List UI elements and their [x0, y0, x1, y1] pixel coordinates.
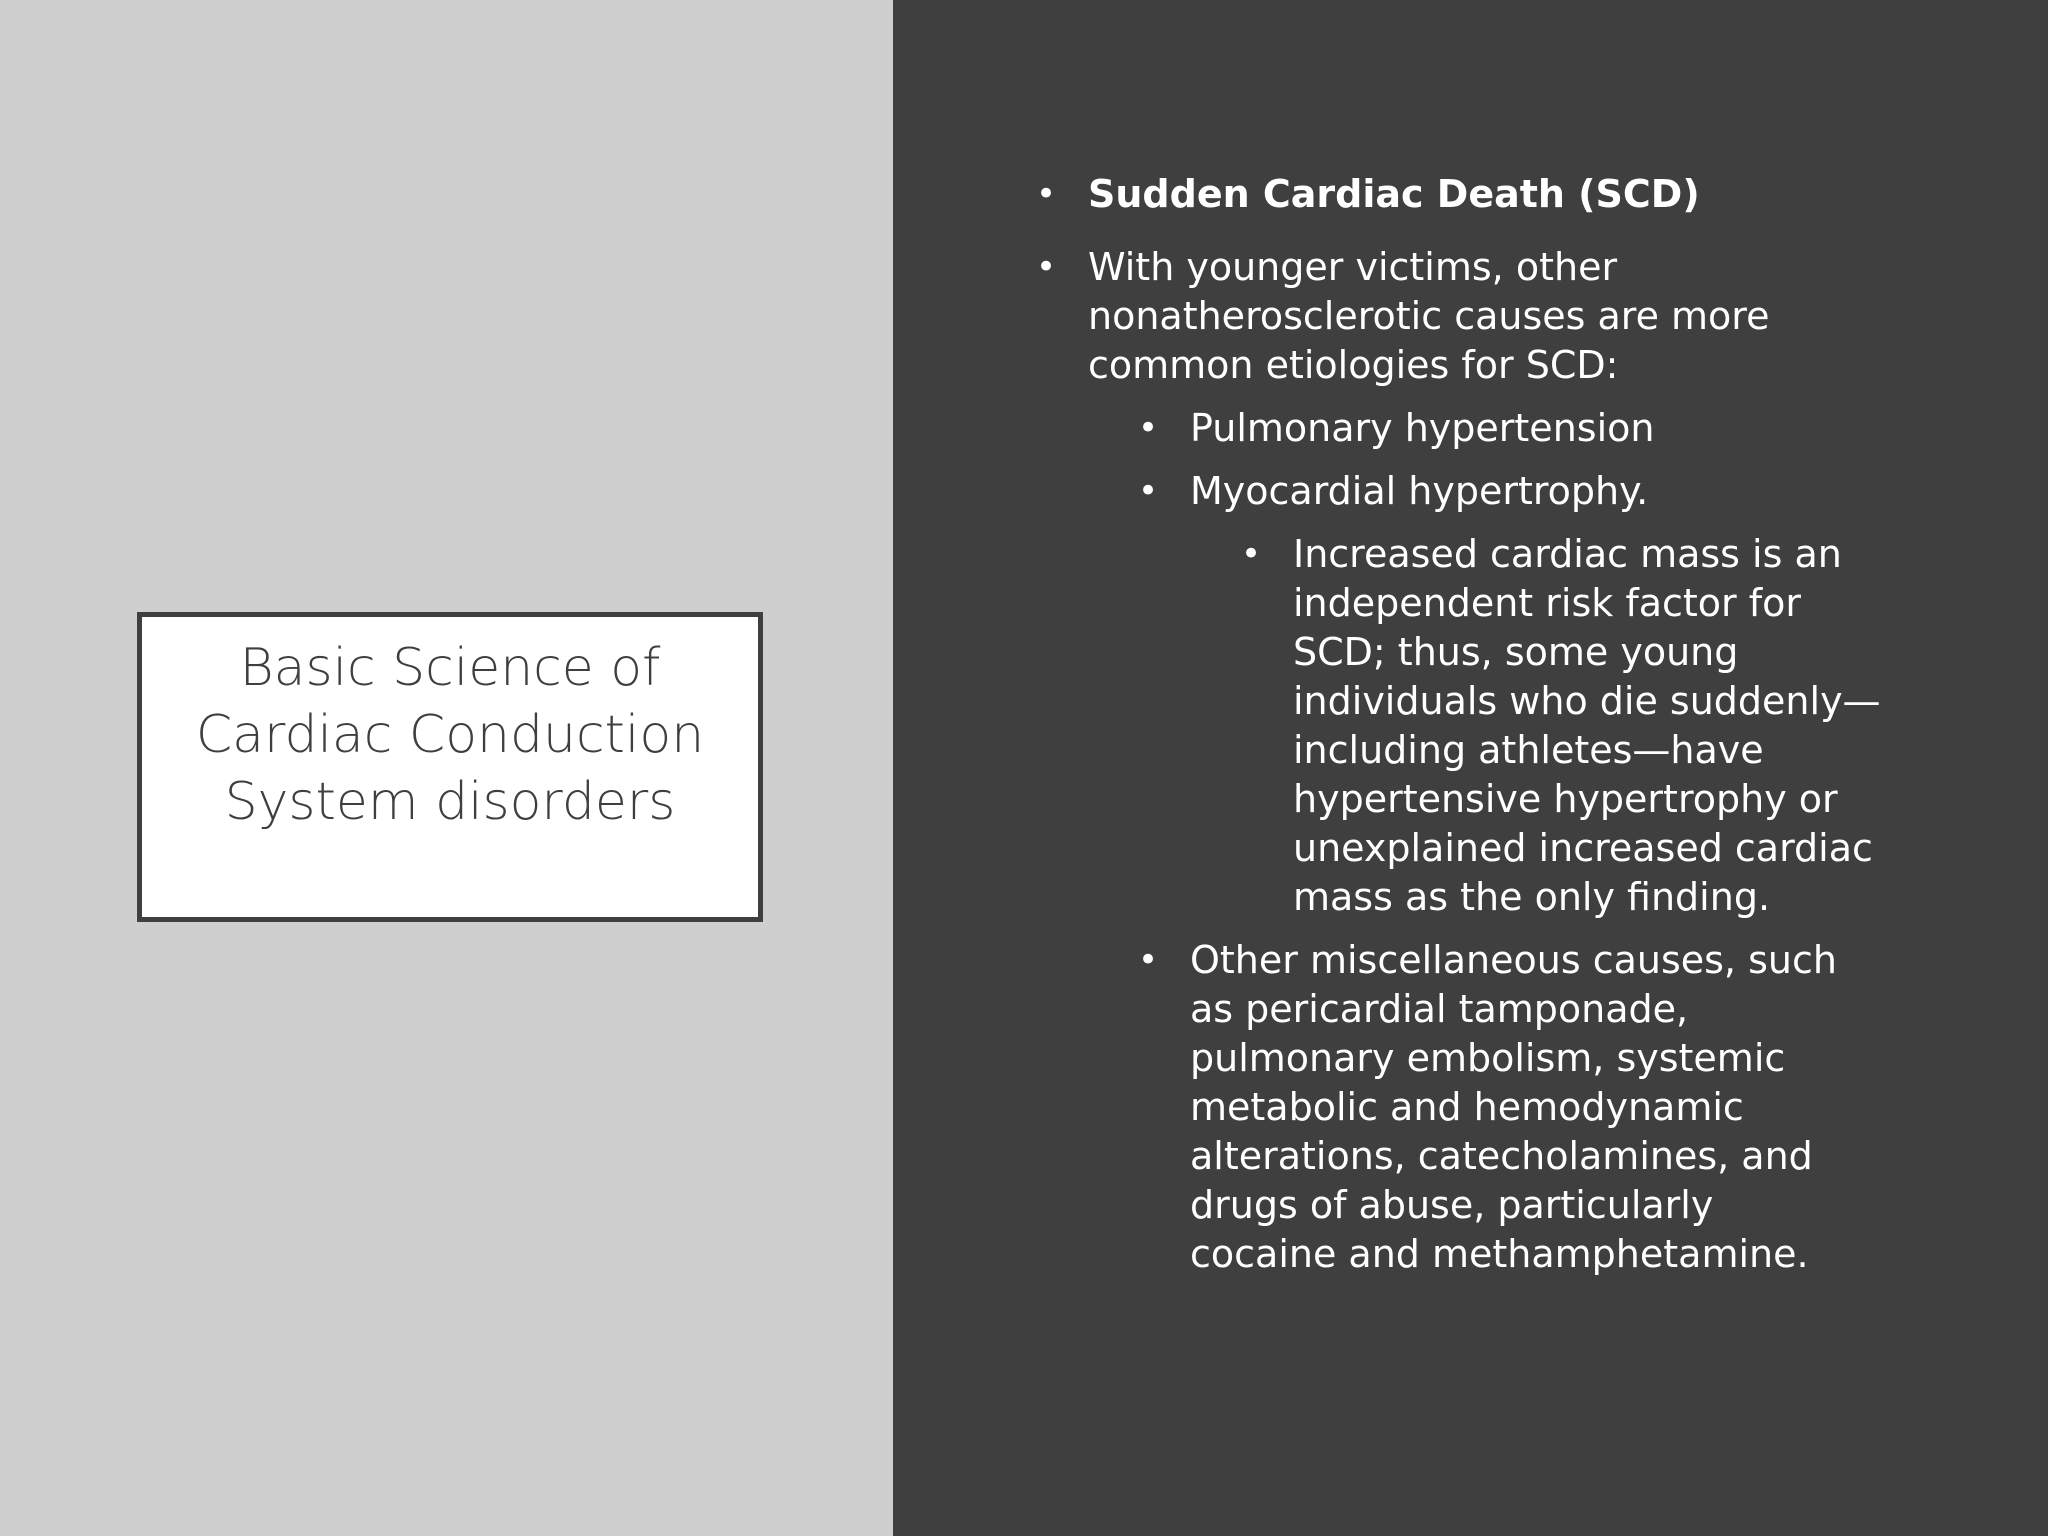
hypertrophy-sublist — [1293, 530, 1883, 922]
hypertrophy-detail-item — [1293, 530, 1883, 922]
other-causes-text: Other miscellaneous causes, such as pericardial tamponade, pulmonary embolism, systemic metabolic and hemodynamic alterations, catecholamines, and drugs of abuse, particularly cocaine and methamphetamine. — [1190, 938, 1837, 1276]
cause-item — [1190, 467, 1881, 922]
cause-item — [1190, 936, 1868, 1279]
title-line-2: Cardiac Conduction — [195, 705, 705, 765]
bullet-intro — [1088, 243, 1881, 1279]
title-line-1: Basic Science of — [239, 638, 661, 698]
cause-text: Myocardial hypertrophy. — [1190, 469, 1649, 513]
bullet-list — [1088, 170, 1881, 1303]
cause-text: Pulmonary hypertension — [1190, 406, 1655, 450]
intro-text: With younger victims, other nonatherosclerotic causes are more common etiologies for SCD: — [1088, 245, 1770, 387]
left-panel — [0, 0, 893, 1536]
cause-item — [1190, 404, 1868, 453]
bullet-heading — [1088, 170, 1868, 219]
right-panel — [893, 0, 2048, 1536]
title-box — [137, 612, 763, 922]
causes-list — [1190, 404, 1881, 1279]
title-line-3: System disorders — [224, 772, 676, 832]
heading-text: Sudden Cardiac Death (SCD) — [1088, 172, 1700, 216]
hypertrophy-detail-text: Increased cardiac mass is an independent risk factor for SCD; thus, some young individuals who die suddenly—including athletes—have hypertensive hypertrophy or unexplained increased cardiac mass as the only finding. — [1293, 532, 1881, 919]
